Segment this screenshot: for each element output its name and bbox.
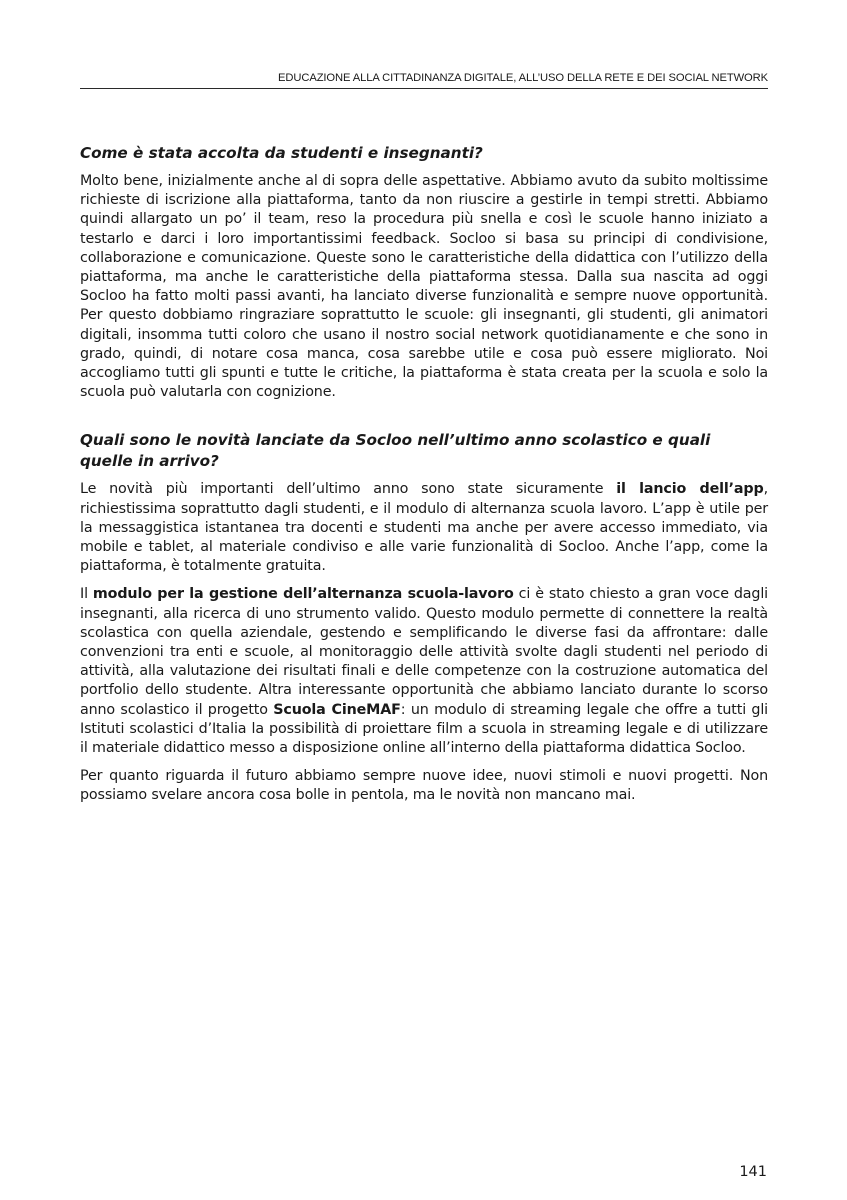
running-header: [80, 72, 768, 89]
section-news: [80, 430, 768, 805]
paragraph-reception: Molto bene, inizialmente anche al di sopra delle aspettative. Abbiamo avuto da subito moltissime richieste di iscrizione alla piattaforma, tanto da non riuscire a gestirle in tempi stretti. Abbiamo quindi allargato un po’ il team, reso la procedura più snella e così le scuole hanno iniziato a testarlo e darci i loro importantissimi feedback. Socloo si basa su principi di condivisione, collaborazione e comunicazione. Queste sono le caratteristiche della didattica con l’utilizzo della piattaforma, ma anche le caratteristiche della piattaforma stessa. Dalla sua nascita ad oggi Socloo ha fatto molti passi avanti, ha lanciato diverse funzionalità e sempre nuove opportunità. Per questo dobbiamo ringraziare soprattutto le scuole: gli insegnanti, gli studenti, gli animatori digitali, insomma tutti coloro che usano il nostro social network quotidianamente e che sono in grado, quindi, di notare cosa manca, cosa sarebbe utile e cosa può essere migliorato. Noi accogliamo tutti gli spunti e tutte le critiche, la piattaforma è stata creata per la scuola e solo la scuola può valutarla con cognizione.: [80, 173, 768, 401]
running-header-title: EDUCAZIONE ALLA CITTADINANZA DIGITALE, ALL’USO DELLA RETE E DEI SOCIAL NETWORK: [278, 72, 768, 84]
section-reception: [80, 143, 768, 402]
bold-phrase-cinemaf: Scuola CineMAF: [273, 701, 401, 718]
bold-phrase-app-launch: il lancio dell’app: [616, 481, 764, 498]
page-content: [80, 143, 768, 815]
paragraph-text: , richiestissima soprattutto dagli studenti, e il modulo di alternanza scuola lavoro. L’app è utile per la messaggistica istantanea tra docenti e studenti ma anche per avere accesso immediato, via mobile e tablet, al materiale condiviso e alle varie funzionalità di Socloo. Anche l’app, come la piattaforma, è totalmente gratuita.: [80, 481, 768, 575]
paragraph-text: ci è stato chiesto a gran voce dagli insegnanti, alla ricerca di uno strumento valido. Questo modulo permette di connettere la realtà scolastica con quella aziendale, gestendo e semplificando le diverse fasi da affrontare: dalle convenzioni tra enti e scuole, al monitoraggio delle attività svolte dagli studenti nel periodo di attività, alla valutazione dei risultati finali e delle competenze con la costruzione automatica del portfolio dello studente. Altra interessante opportunità che abbiamo lanciato durante lo scorso anno scolastico il progetto: [80, 586, 768, 718]
paragraph-text: Le novità più importanti dell’ultimo anno sono state sicuramente: [80, 481, 617, 498]
paragraph-text: : un modulo di streaming legale che offre a tutti gli Istituti scolastici d’Italia la possibilità di proiettare film a scuola in streaming legale e di utilizzare il materiale didattico messo a disposizione online all’interno della piattaforma didattica Socloo.: [80, 701, 768, 757]
paragraph-app-launch: [80, 480, 768, 576]
section-heading-reception: Come è stata accolta da studenti e insegnanti?: [80, 144, 483, 162]
paragraph-text: Il: [80, 586, 93, 603]
bold-phrase-work-module: modulo per la gestione dell’alternanza scuola-lavoro: [92, 586, 514, 603]
paragraph-future: Per quanto riguarda il futuro abbiamo sempre nuove idee, nuovi stimoli e nuovi progetti. Non possiamo svelare ancora cosa bolle in pentola, ma le novità non mancano mai.: [80, 768, 768, 804]
page-number: 141: [739, 1164, 767, 1180]
paragraph-work-module: [80, 585, 768, 758]
section-heading-news: Quali sono le novità lanciate da Socloo nell’ultimo anno scolastico e quali quelle in arrivo?: [80, 431, 711, 471]
